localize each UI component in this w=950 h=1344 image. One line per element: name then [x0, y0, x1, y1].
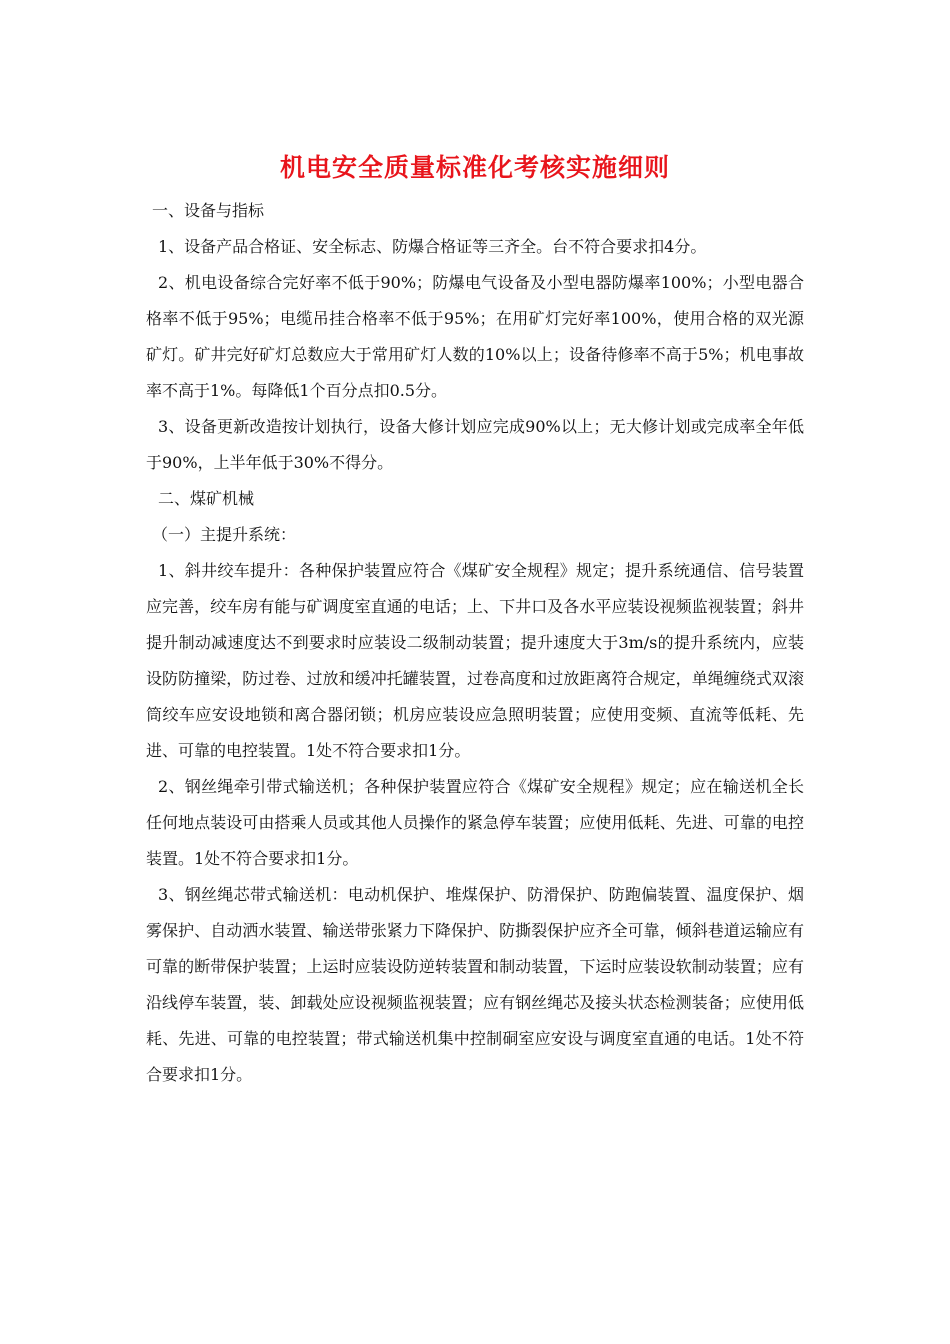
document-body [146, 193, 804, 1093]
section-heading-coal-mine-machinery: 二、煤矿机械 [158, 489, 255, 508]
paragraph-equipment-renewal: 3、设备更新改造按计划执行，设备大修计划应完成90%以上；无大修计划或完成率全年低于90%，上半年低于30%不得分。 [146, 417, 804, 472]
section-heading-equipment-indicators: 一、设备与指标 [152, 201, 265, 220]
subsection-heading-main-hoisting: （一）主提升系统： [152, 525, 297, 544]
paragraph-rope-traction-conveyor: 2、钢丝绳牵引带式输送机；各种保护装置应符合《煤矿安全规程》规定；应在输送机全长任何地点装设可由搭乘人员或其他人员操作的紧急停车装置；应使用低耗、先进、可靠的电控装置。1处不符合要求扣1分。 [146, 777, 804, 868]
paragraph-inclined-shaft-winch: 1、斜井绞车提升：各种保护装置应符合《煤矿安全规程》规定；提升系统通信、信号装置应完善，绞车房有能与矿调度室直通的电话；上、下井口及各水平应装设视频监视装置；斜井提升制动减速度达不到要求时应装设二级制动装置；提升速度大于3m/s的提升系统内，应装设防防撞梁，防过卷、过放和缓冲托罐装置，过卷高度和过放距离符合规定，单绳缠绕式双滚筒绞车应安设地锁和离合器闭锁；机房应装设应急照明装置；应使用变频、直流等低耗、先进、可靠的电控装置。1处不符合要求扣1分。 [146, 561, 804, 760]
paragraph-certificates: 1、设备产品合格证、安全标志、防爆合格证等三齐全。台不符合要求扣4分。 [158, 237, 707, 256]
paragraph-equipment-rates: 2、机电设备综合完好率不低于90%；防爆电气设备及小型电器防爆率100%；小型电器合格率不低于95%；电缆吊挂合格率不低于95%；在用矿灯完好率100%，使用合格的双光源矿灯。矿井完好矿灯总数应大于常用矿灯人数的10%以上；设备待修率不高于5%；机电事故率不高于1%。每降低1个百分点扣0.5分。 [146, 273, 804, 400]
document-title: 机电安全质量标准化考核实施细则 [279, 153, 670, 182]
paragraph-steel-cord-conveyor: 3、钢丝绳芯带式输送机：电动机保护、堆煤保护、防滑保护、防跑偏装置、温度保护、烟雾保护、自动洒水装置、输送带张紧力下降保护、防撕裂保护应齐全可靠，倾斜巷道运输应有可靠的断带保护装置；上运时应装设防逆转装置和制动装置，下运时应装设软制动装置；应有沿线停车装置，装、卸载处应设视频监视装置；应有钢丝绳芯及接头状态检测装备；应使用低耗、先进、可靠的电控装置；带式输送机集中控制硐室应安设与调度室直通的电话。1处不符合要求扣1分。 [146, 885, 804, 1084]
